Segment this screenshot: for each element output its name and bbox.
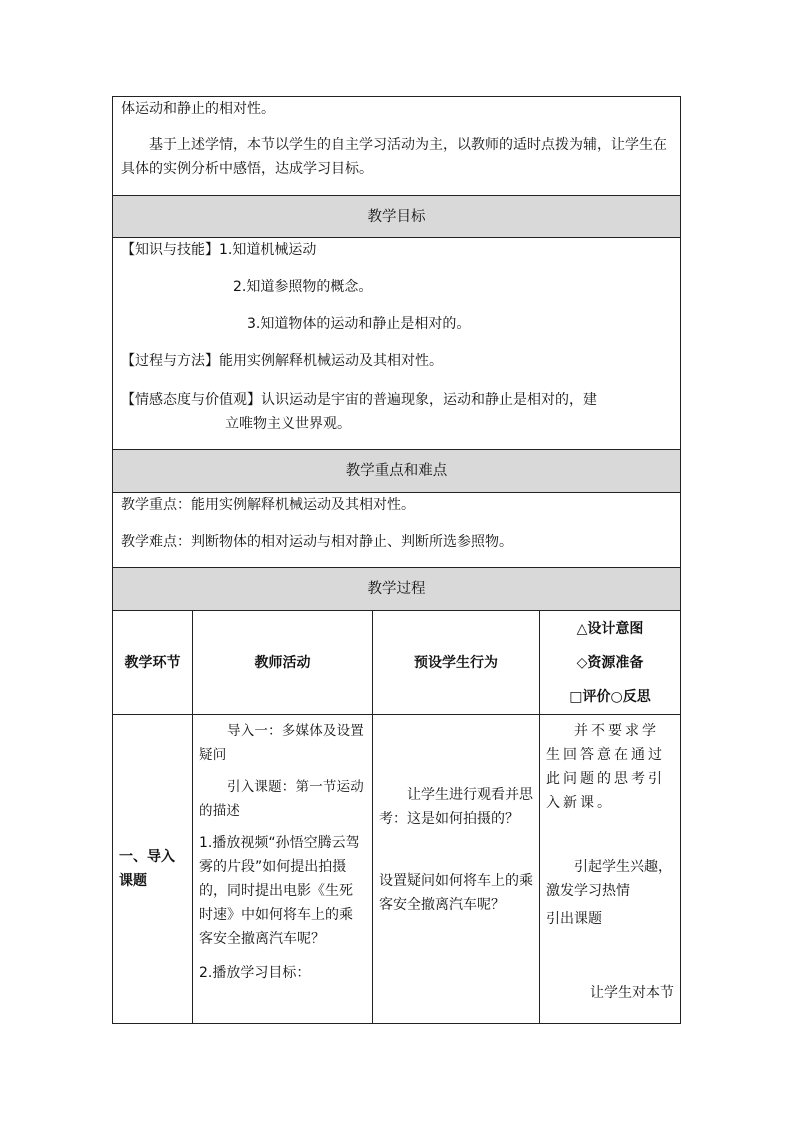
intro-cell: [113, 97, 681, 196]
design-intent-1: 并不要求学生回答意在通过此问题的思考引入新课。: [546, 723, 665, 811]
knowledge-label: 【知识与技能】: [121, 242, 219, 258]
teacher-activity-cell: [193, 715, 373, 1024]
keypoints-row: [113, 493, 681, 568]
process-row-intro: [113, 715, 681, 1024]
goals-header: 教学目标: [113, 196, 681, 238]
knowledge-item-3: 3.知道物体的运动和静止是相对的。: [247, 316, 471, 332]
lesson-plan-table: [112, 96, 681, 1024]
teacher-activity-2: 引入课题：第一节运动的描述: [199, 779, 364, 819]
col-design-1: △设计意图: [576, 620, 644, 637]
col-teacher: 教师活动: [193, 611, 373, 715]
col-design-2: ◇资源准备: [576, 654, 644, 671]
student-behavior-2: 设置疑问如何将车上的乘客安全撤离汽车呢？: [379, 873, 533, 913]
keypoints-header-row: [113, 450, 681, 493]
intro-paragraph: 基于上述学情，本节以学生的自主学习活动为主，以教师的适时点拨为辅，让学生在具体的实例分析中感悟，达成学习目标。: [121, 137, 667, 177]
goals-cell: [113, 238, 681, 450]
goals-row: [113, 238, 681, 450]
col-student: 预设学生行为: [373, 611, 540, 715]
col-design-3: □评价○反思: [569, 688, 651, 705]
student-behavior-1: 让学生进行观看并思考：这是如何拍摄的？: [379, 787, 533, 827]
teacher-activity-4: 2.播放学习目标：: [199, 965, 311, 981]
emotion-goal-line-1: 【情感态度与价值观】认识运动是宇宙的普遍现象，运动和静止是相对的，建: [121, 392, 597, 408]
process-columns-row: [113, 611, 681, 715]
design-intent-2: 引起学生兴趣，激发学习热情: [546, 859, 672, 899]
process-goal: 【过程与方法】能用实例解释机械运动及其相对性。: [121, 353, 443, 369]
emotion-goal-line-2: 立唯物主义世界观。: [225, 416, 351, 432]
lesson-plan-page: [112, 96, 680, 1024]
teacher-activity-3: 1.播放视频“孙悟空腾云驾雾的片段”如何提出拍摄的，同时提出电影《生死时速》中如何将车上的乘客安全撤离汽车呢？: [199, 835, 360, 947]
intro-row: [113, 97, 681, 196]
keypoints-header: 教学重点和难点: [113, 450, 681, 493]
teaching-difficulty: 教学难点：判断物体的相对运动与相对静止、判断所选参照物。: [121, 534, 513, 550]
goal-knowledge-1: [121, 240, 672, 277]
process-header: 教学过程: [113, 568, 681, 611]
goals-header-row: [113, 196, 681, 238]
intro-line: 体运动和静止的相对性。: [121, 101, 275, 117]
design-intent-4: 让学生对本节: [590, 985, 674, 1001]
teacher-activity-1: 导入一：多媒体及设置疑问: [199, 723, 364, 763]
design-intent-cell: [540, 715, 681, 1024]
process-header-row: [113, 568, 681, 611]
col-stage: 教学环节: [113, 611, 193, 715]
col-design: [540, 611, 681, 715]
keypoints-cell: [113, 493, 681, 568]
design-intent-3: 引出课题: [546, 911, 602, 927]
knowledge-item-1: 1.知道机械运动: [219, 242, 317, 258]
knowledge-item-2: 2.知道参照物的概念。: [233, 279, 373, 295]
student-behavior-cell: [373, 715, 540, 1024]
stage-intro: 一、导入课题: [113, 715, 193, 1024]
teaching-focus: 教学重点：能用实例解释机械运动及其相对性。: [121, 497, 415, 513]
